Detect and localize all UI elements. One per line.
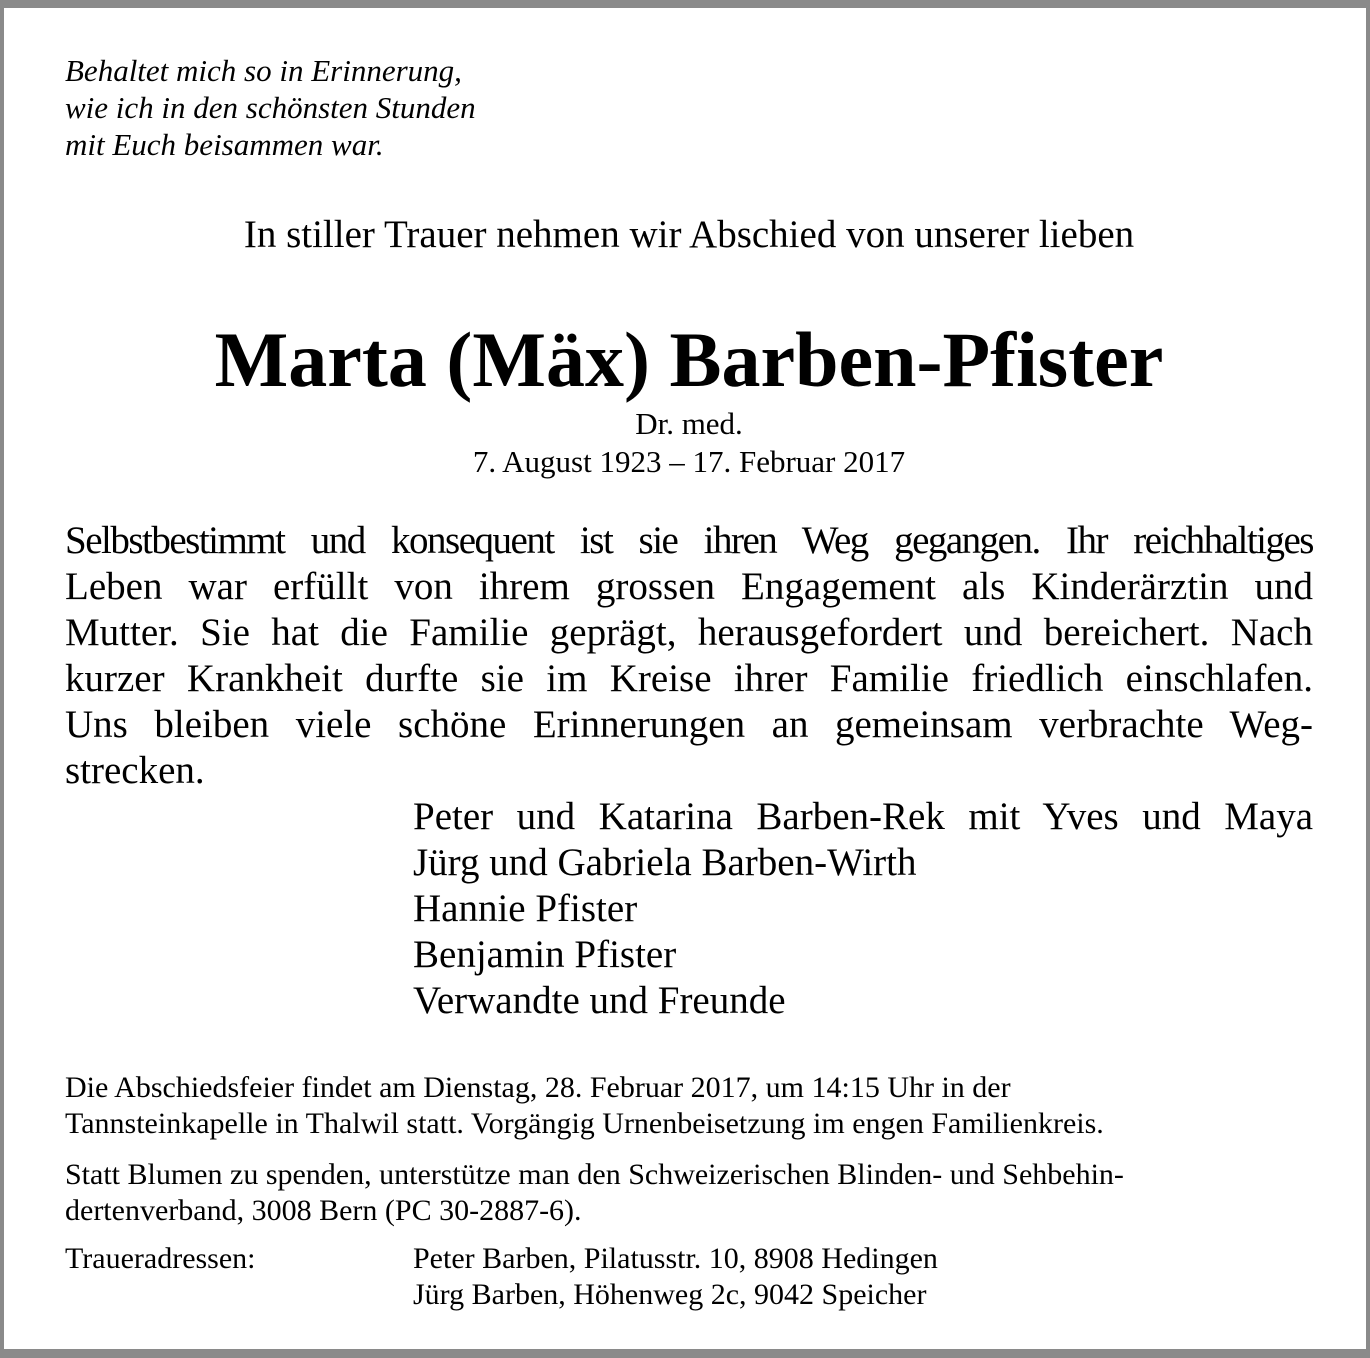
mourner-entry: Hannie Pfister	[413, 887, 638, 930]
service-line: Die Abschiedsfeier findet am Dienstag, 28. Februar 2017, um 14:15 Uhr in der	[65, 1071, 1011, 1104]
donation-line: dertenverband, 3008 Bern (PC 30-2887-6).	[65, 1194, 582, 1227]
tribute-line: Mutter. Sie hat die Familie geprägt, herausgefordert und bereichert. Nach	[65, 611, 1313, 654]
address-entry: Peter Barben, Pilatusstr. 10, 8908 Hedingen	[413, 1242, 938, 1275]
service-announcement	[65, 1070, 1104, 1142]
tribute-line: strecken.	[65, 749, 205, 792]
address-entry: Jürg Barben, Höhenweg 2c, 9042 Speicher	[413, 1278, 927, 1311]
memorial-poem	[65, 52, 476, 163]
tribute-line: Selbstbestimmt und konsequent ist sie ihren Weg gegangen. Ihr reichhaltiges	[65, 519, 1313, 562]
donation-note	[65, 1157, 1124, 1229]
life-dates: 7. August 1923 – 17. Februar 2017	[472, 444, 906, 479]
poem-line: mit Euch beisammen war.	[65, 127, 384, 162]
donation-line: Statt Blumen zu spenden, unterstütze man den Schweizerischen Blinden- und Sehbehin-	[65, 1158, 1124, 1191]
mourner-entry: Peter und Katarina Barben-Rek mit Yves und Maya	[413, 795, 1313, 838]
service-line: Tannsteinkapelle in Thalwil statt. Vorgängig Urnenbeisetzung im engen Familienkreis.	[65, 1107, 1104, 1140]
mourner-entry: Verwandte und Freunde	[413, 979, 786, 1022]
addresses-list	[413, 1241, 938, 1313]
tribute-text	[65, 518, 1313, 794]
deceased-name: Marta (Mäx) Barben-Pfister	[214, 316, 1164, 403]
poem-line: Behaltet mich so in Erinnerung,	[65, 53, 462, 88]
intro-line: In stiller Trauer nehmen wir Abschied von unserer lieben	[243, 213, 1135, 256]
mourner-entry: Jürg und Gabriela Barben-Wirth	[413, 841, 917, 884]
mourners-list	[413, 794, 1313, 1024]
mourner-entry: Benjamin Pfister	[413, 933, 677, 976]
tribute-line: kurzer Krankheit durfte sie im Kreise ihrer Familie friedlich einschlafen.	[65, 657, 1313, 700]
poem-line: wie ich in den schönsten Stunden	[65, 90, 476, 125]
deceased-title: Dr. med.	[635, 406, 743, 441]
tribute-line: Leben war erfüllt von ihrem grossen Engagement als Kinderärztin und	[65, 565, 1313, 608]
tribute-line: Uns bleiben viele schöne Erinnerungen an gemeinsam verbrachte Weg-	[65, 703, 1313, 746]
addresses-label: Traueradressen:	[65, 1242, 256, 1275]
